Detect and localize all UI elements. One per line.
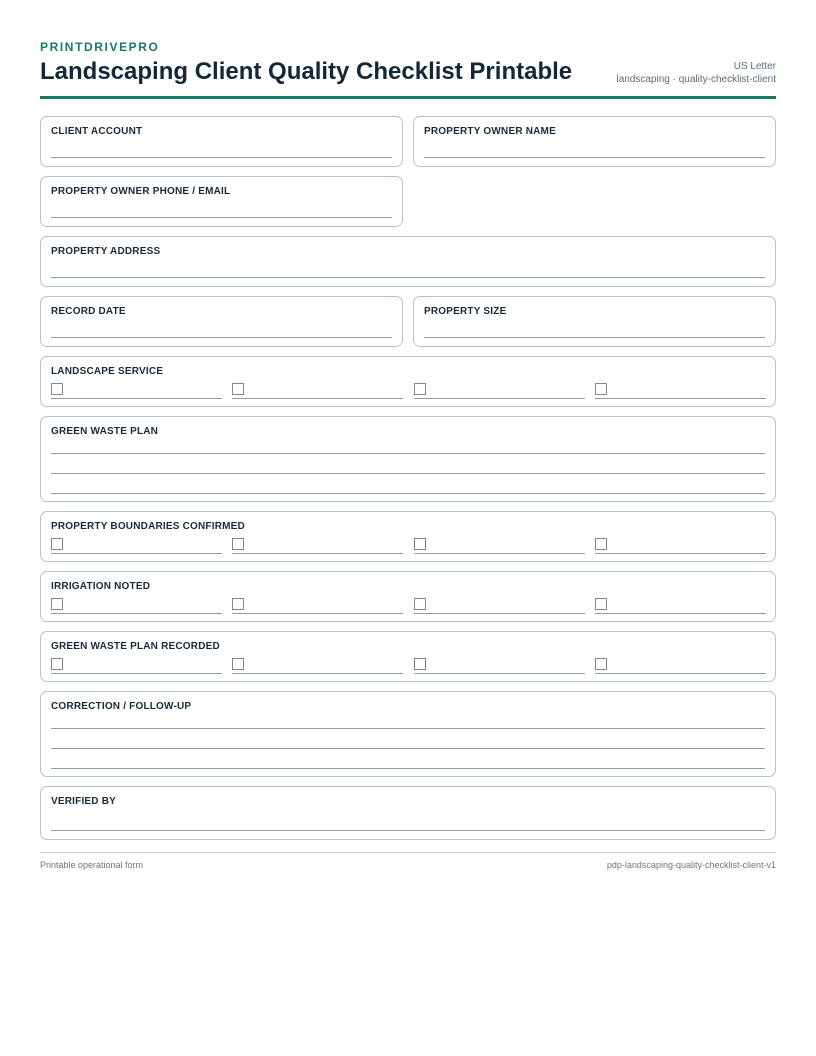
checkbox[interactable]	[414, 538, 426, 550]
correction-line-1[interactable]	[51, 728, 765, 729]
checkbox-option[interactable]	[232, 658, 403, 674]
form-id: pdp-landscaping-quality-checklist-client-v1	[606, 860, 776, 870]
checkbox[interactable]	[232, 658, 244, 670]
field-label: GREEN WASTE PLAN	[51, 426, 159, 437]
checkbox-option[interactable]	[595, 598, 766, 614]
header-rule	[40, 96, 776, 99]
checkbox[interactable]	[595, 538, 607, 550]
option-line	[595, 398, 766, 399]
option-line	[232, 613, 403, 614]
property-address-field	[40, 236, 776, 287]
checkbox[interactable]	[414, 658, 426, 670]
correction-line-2[interactable]	[51, 748, 765, 749]
green-waste-plan-line-2[interactable]	[51, 473, 765, 474]
checkbox-option[interactable]	[414, 598, 585, 614]
field-label: VERIFIED BY	[51, 796, 116, 807]
field-label: LANDSCAPE SERVICE	[51, 366, 164, 377]
option-line	[232, 553, 403, 554]
checkbox[interactable]	[414, 383, 426, 395]
correction-follow-up-field	[40, 691, 776, 777]
field-label: PROPERTY ADDRESS	[51, 246, 161, 257]
correction-line-3[interactable]	[51, 768, 765, 769]
checkbox[interactable]	[51, 383, 63, 395]
checkbox[interactable]	[232, 383, 244, 395]
option-line	[414, 613, 585, 614]
checkbox-option[interactable]	[595, 538, 766, 554]
footer-note: Printable operational form	[40, 860, 144, 870]
property-owner-contact-field	[40, 176, 403, 227]
checkbox[interactable]	[414, 598, 426, 610]
checkbox-option[interactable]	[414, 658, 585, 674]
option-line	[595, 673, 766, 674]
option-line	[595, 613, 766, 614]
checkbox[interactable]	[595, 598, 607, 610]
field-label: CORRECTION / FOLLOW-UP	[51, 701, 192, 712]
record-date-input-line[interactable]	[51, 337, 392, 338]
field-label: PROPERTY BOUNDARIES CONFIRMED	[51, 521, 245, 532]
property-owner-contact-input-line[interactable]	[51, 217, 392, 218]
checkbox-option[interactable]	[232, 383, 403, 399]
landscape-service-field	[40, 356, 776, 407]
option-line	[595, 553, 766, 554]
option-line	[414, 553, 585, 554]
checkbox[interactable]	[595, 658, 607, 670]
client-account-field	[40, 116, 403, 167]
checkbox-option[interactable]	[51, 383, 222, 399]
field-label: GREEN WASTE PLAN RECORDED	[51, 641, 220, 652]
property-owner-name-field	[413, 116, 776, 167]
checkbox[interactable]	[51, 598, 63, 610]
field-label: IRRIGATION NOTED	[51, 581, 151, 592]
green-waste-plan-recorded-field	[40, 631, 776, 682]
page-title: Landscaping Client Quality Checklist Printable	[40, 58, 573, 85]
property-address-input-line[interactable]	[51, 277, 765, 278]
field-label: RECORD DATE	[51, 306, 126, 317]
option-line	[232, 673, 403, 674]
record-date-field	[40, 296, 403, 347]
property-size-field	[413, 296, 776, 347]
field-label: PROPERTY SIZE	[424, 306, 507, 317]
checkbox-option[interactable]	[595, 658, 766, 674]
checkbox-option[interactable]	[232, 598, 403, 614]
green-waste-plan-line-1[interactable]	[51, 453, 765, 454]
option-line	[51, 553, 222, 554]
green-waste-plan-line-3[interactable]	[51, 493, 765, 494]
verified-by-field	[40, 786, 776, 840]
checkbox-option[interactable]	[595, 383, 766, 399]
checkbox-option[interactable]	[51, 658, 222, 674]
property-size-input-line[interactable]	[424, 337, 765, 338]
option-line	[414, 673, 585, 674]
paper-size: US Letter	[733, 61, 776, 72]
checkbox[interactable]	[595, 383, 607, 395]
field-label: CLIENT ACCOUNT	[51, 126, 143, 137]
option-line	[51, 398, 222, 399]
field-label: PROPERTY OWNER NAME	[424, 126, 556, 137]
footer-rule	[40, 852, 776, 853]
brand-name: PRINTDRIVEPRO	[40, 40, 160, 54]
checkbox-option[interactable]	[51, 538, 222, 554]
checkbox-option[interactable]	[232, 538, 403, 554]
property-boundaries-confirmed-field	[40, 511, 776, 562]
verified-by-input-line[interactable]	[51, 830, 765, 831]
option-line	[232, 398, 403, 399]
checkbox[interactable]	[232, 538, 244, 550]
field-label: PROPERTY OWNER PHONE / EMAIL	[51, 186, 231, 197]
option-line	[414, 398, 585, 399]
client-account-input-line[interactable]	[51, 157, 392, 158]
checkbox[interactable]	[232, 598, 244, 610]
option-line	[51, 613, 222, 614]
checkbox-option[interactable]	[414, 383, 585, 399]
option-line	[51, 673, 222, 674]
checkbox-option[interactable]	[414, 538, 585, 554]
checkbox[interactable]	[51, 658, 63, 670]
green-waste-plan-field	[40, 416, 776, 502]
checkbox-option[interactable]	[51, 598, 222, 614]
form-tags: landscaping · quality-checklist-client	[616, 74, 776, 85]
irrigation-noted-field	[40, 571, 776, 622]
property-owner-name-input-line[interactable]	[424, 157, 765, 158]
page-meta	[616, 60, 776, 86]
checkbox[interactable]	[51, 538, 63, 550]
